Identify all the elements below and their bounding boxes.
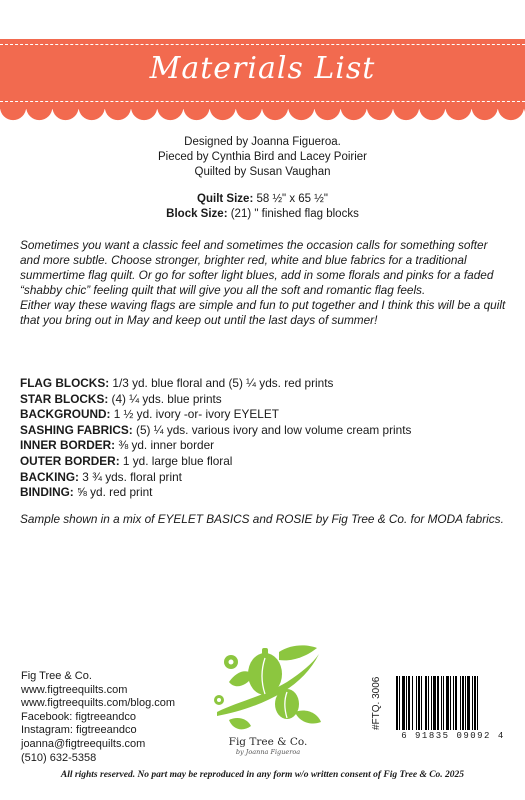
material-label: INNER BORDER: (20, 438, 116, 453)
material-label: BACKING: (20, 469, 79, 484)
material-value: 1 ½ yd. ivory -or- ivory EYELET (110, 407, 279, 422)
material-value: 3 ¾ yds. floral print (78, 469, 182, 484)
quilt-size-label: Quilt Size: (197, 193, 254, 205)
barcode-number: 6 91835 09092 4 (401, 731, 505, 741)
material-value: ⅜ yd. inner border (115, 438, 215, 453)
material-value: 1 yd. large blue floral (119, 453, 233, 468)
material-label: BACKGROUND: (20, 407, 111, 422)
page-title: Materials List (149, 51, 376, 86)
material-label: SASHING FABRICS: (20, 422, 133, 437)
material-row (20, 423, 508, 439)
banner-stitch-bottom (0, 101, 525, 102)
quilt-size-line (0, 192, 525, 207)
quilter-credit: Quilted by Susan Vaughan (194, 166, 331, 178)
material-label: STAR BLOCKS: (20, 391, 109, 406)
banner-stitch-top (0, 44, 525, 45)
copyright-notice: All rights reserved. No part may be reproduced in any form w/o written consent of Fig Tree & Co. 2025 (60, 770, 465, 780)
contact-info (21, 670, 175, 765)
pattern-sku: #FTQ. 3006 (371, 676, 382, 730)
facebook-handle: Facebook: figtreeandco (21, 710, 136, 723)
material-row (20, 438, 508, 454)
instagram-handle: Instagram: figtreeandco (21, 724, 137, 737)
material-row (20, 485, 508, 501)
material-row (20, 392, 508, 408)
intro-text (20, 238, 508, 328)
material-value: (5) ¼ yds. various ivory and low volume cream prints (132, 422, 412, 437)
block-size-value: (21) " finished flag blocks (227, 208, 359, 220)
fig-logo-icon (207, 642, 327, 737)
sample-note: Sample shown in a mix of EYELET BASICS and ROSIE by Fig Tree & Co. for MODA fabrics. (20, 512, 504, 526)
title-banner (0, 39, 525, 109)
block-size-label: Block Size: (166, 208, 228, 220)
material-label: FLAG BLOCKS: (20, 376, 110, 390)
credits-block (0, 135, 525, 180)
quilt-size-value: 58 ½" x 65 ½" (253, 193, 328, 205)
materials-list (20, 376, 508, 501)
size-block (0, 192, 525, 222)
email-link[interactable]: joanna@figtreequilts.com (21, 737, 146, 750)
banner-scallop-edge (0, 107, 525, 129)
material-row (20, 454, 508, 470)
intro-paragraph-2: Either way these waving flags are simple and fun to put together and I think this will be a quilt that you bring out in May and keep out until the last days of summer! (20, 298, 506, 327)
piecer-credit: Pieced by Cynthia Bird and Lacey Poirier (157, 151, 368, 163)
brand-wordmark (200, 736, 336, 756)
material-row (20, 376, 508, 392)
designer-credit: Designed by Joanna Figueroa. (184, 136, 341, 148)
material-row (20, 470, 508, 486)
brand-name: Fig Tree & Co. (228, 736, 308, 748)
phone-number: (510) 632-5358 (21, 751, 97, 764)
block-size-line (0, 207, 525, 222)
material-value: (4) ¼ yds. blue prints (108, 391, 222, 406)
material-row (20, 407, 508, 423)
company-name: Fig Tree & Co. (21, 670, 92, 682)
material-label: BINDING: (20, 485, 74, 500)
brand-signature: by Joanna Figueroa (235, 748, 301, 756)
material-value: 1/3 yd. blue floral and (5) ¼ yds. red prints (109, 376, 334, 390)
blog-link[interactable]: www.figtreequilts.com/blog.com (21, 697, 176, 710)
intro-paragraph-1: Sometimes you want a classic feel and sometimes the occasion calls for something softer and more subtle. Choose stronger, brighter red, white and blue fabrics for a traditional summertime flag quilt. Or go for softer light blues, add in some florals and pinks for a faded “shabby chic” feeling quilt that will give you all the soft and romantic flag feels. (20, 238, 494, 297)
website-link[interactable]: www.figtreequilts.com (21, 683, 128, 696)
material-value: ⅝ yd. red print (73, 485, 153, 500)
material-label: OUTER BORDER: (20, 453, 120, 468)
barcode-icon (392, 676, 512, 730)
